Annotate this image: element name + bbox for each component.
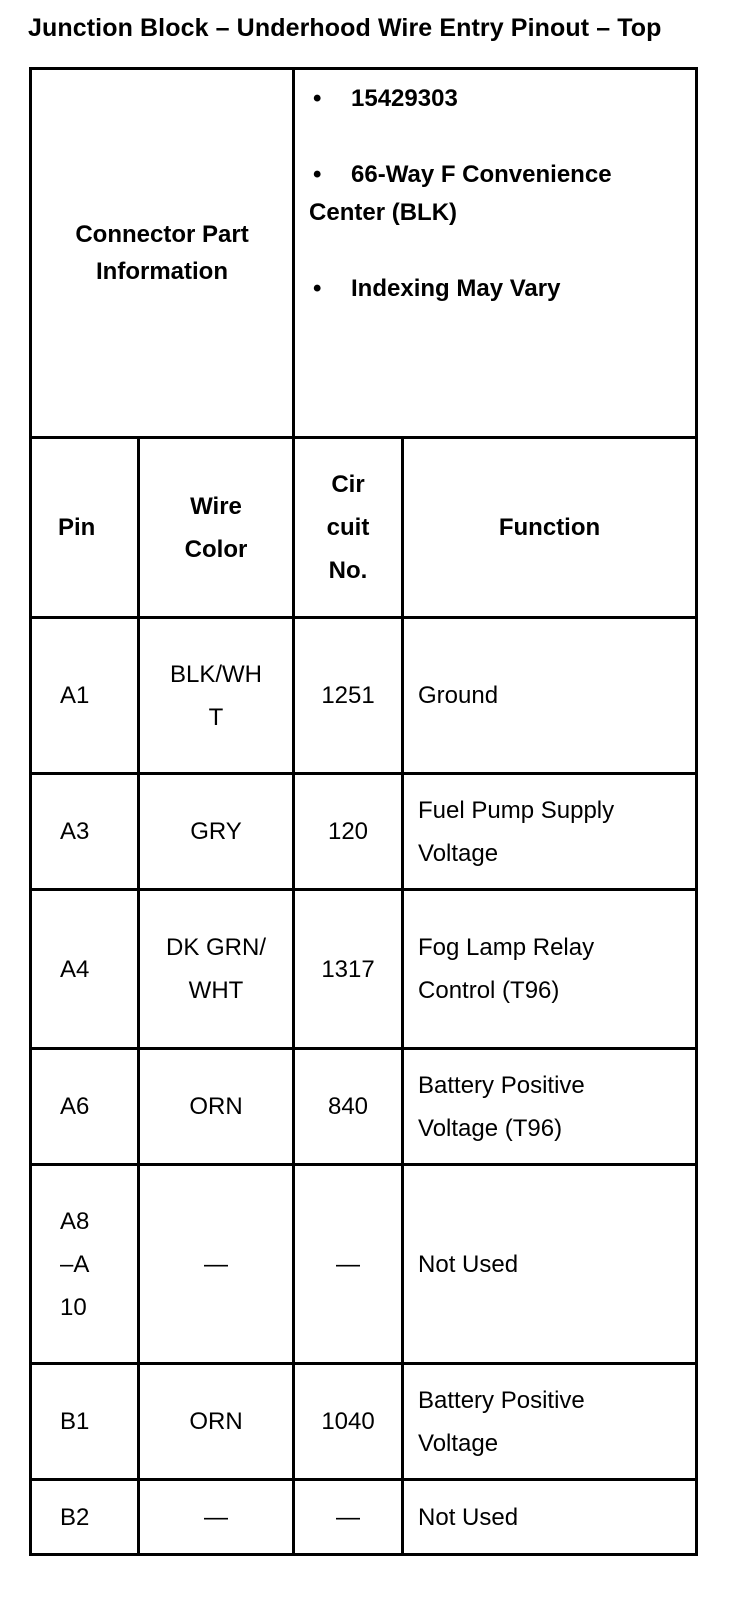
function-cell: Battery Positive Voltage (T96) — [403, 1049, 697, 1165]
connector-info-row — [31, 69, 697, 438]
pin-cell: A6 — [31, 1049, 139, 1165]
pinout-table — [29, 67, 698, 1556]
wire-color-cell: DK GRN/WHT — [139, 890, 294, 1049]
circuit-cell: 120 — [294, 774, 403, 890]
function-cell: Ground — [403, 618, 697, 774]
circuit-cell: 1040 — [294, 1364, 403, 1480]
pin-cell: A8–A10 — [31, 1165, 139, 1364]
header-row — [31, 438, 697, 618]
pin-cell: A1 — [31, 618, 139, 774]
wire-color-cell: ORN — [139, 1364, 294, 1480]
bullet-icon: • — [313, 85, 322, 112]
table-row — [31, 1165, 697, 1364]
circuit-cell: 1251 — [294, 618, 403, 774]
column-header-function: Function — [403, 438, 697, 618]
bullet-icon: • — [313, 275, 322, 302]
table-row — [31, 890, 697, 1049]
function-cell: Battery Positive Voltage — [403, 1364, 697, 1480]
pin-cell: A4 — [31, 890, 139, 1049]
pin-cell: B2 — [31, 1480, 139, 1555]
column-header-pin: Pin — [31, 438, 139, 618]
connector-info-details — [294, 69, 697, 438]
wire-color-cell: — — [139, 1165, 294, 1364]
connector-info-item: • 15429303 — [309, 80, 683, 118]
connector-info-list — [309, 80, 683, 308]
circuit-cell: — — [294, 1480, 403, 1555]
circuit-cell: 1317 — [294, 890, 403, 1049]
bullet-icon: • — [313, 161, 322, 188]
wire-color-cell: GRY — [139, 774, 294, 890]
circuit-cell: 840 — [294, 1049, 403, 1165]
table-row — [31, 774, 697, 890]
function-cell: Fuel Pump Supply Voltage — [403, 774, 697, 890]
pin-cell: A3 — [31, 774, 139, 890]
wire-color-cell: — — [139, 1480, 294, 1555]
table-row — [31, 1364, 697, 1480]
function-cell: Not Used — [403, 1165, 697, 1364]
circuit-cell: — — [294, 1165, 403, 1364]
connector-info-item: • Indexing May Vary — [309, 270, 683, 308]
connector-info-label: Connector Part Information — [31, 69, 294, 438]
column-header-circuit: Cir cuit No. — [294, 438, 403, 618]
table-row — [31, 618, 697, 774]
pin-cell: B1 — [31, 1364, 139, 1480]
table-row — [31, 1480, 697, 1555]
wire-color-cell: ORN — [139, 1049, 294, 1165]
function-cell: Fog Lamp Relay Control (T96) — [403, 890, 697, 1049]
table-row — [31, 1049, 697, 1165]
connector-info-item: • 66-Way F Convenience Center (BLK) — [309, 156, 683, 232]
wire-color-cell: BLK/WHT — [139, 618, 294, 774]
column-header-wire-color: Wire Color — [139, 438, 294, 618]
page-title: Junction Block – Underhood Wire Entry Pinout – Top — [28, 14, 662, 42]
function-cell: Not Used — [403, 1480, 697, 1555]
